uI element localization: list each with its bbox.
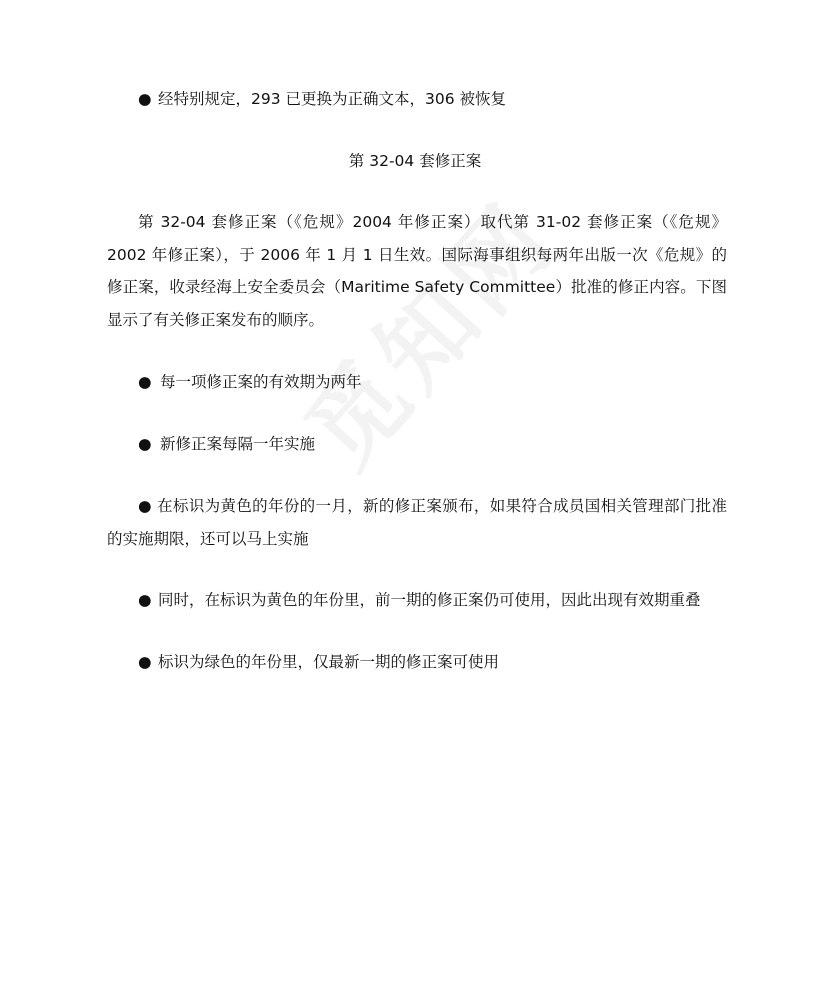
list-item-text: 同时，在标识为黄色的年份里，前一期的修正案仍可使用，因此出现有效期重叠 bbox=[158, 591, 701, 609]
bullet-icon: ● bbox=[138, 497, 152, 515]
section-title: 第 32-04 套修正案 bbox=[348, 152, 482, 170]
list-item bbox=[107, 490, 727, 555]
list-item bbox=[138, 434, 315, 454]
list-item bbox=[138, 590, 701, 610]
bullet-icon: ● bbox=[138, 373, 152, 391]
bullet-icon: ● bbox=[138, 591, 152, 609]
list-item-text: 经特别规定，293 已更换为正确文本，306 被恢复 bbox=[158, 90, 507, 108]
list-item bbox=[138, 372, 362, 392]
bullet-icon: ● bbox=[138, 435, 152, 453]
bullet-icon: ● bbox=[138, 653, 152, 671]
list-item-text: 标识为绿色的年份里，仅最新一期的修正案可使用 bbox=[158, 653, 500, 671]
bullet-icon: ● bbox=[138, 90, 152, 108]
body-paragraph: 第 32-04 套修正案（《危规》2004 年修正案）取代第 31-02 套修正案（《危规》2002 年修正案），于 2006 年 1 月 1 日生效。国际海事组织每两年出版一次《危规》的修正案，收录经海上安全委员会（Maritime Safety Committee）批准的修正内容。下图显示了有关修正案发布的顺序。 bbox=[107, 213, 727, 330]
list-item-text: 新修正案每隔一年实施 bbox=[160, 435, 316, 453]
list-item-text: 在标识为黄色的年份的一月，新的修正案颁布，如果符合成员国相关管理部门批准的实施期限，还可以马上实施 bbox=[107, 497, 727, 548]
list-item bbox=[138, 89, 506, 109]
list-item bbox=[138, 652, 499, 672]
list-item-text: 每一项修正案的有效期为两年 bbox=[160, 373, 362, 391]
